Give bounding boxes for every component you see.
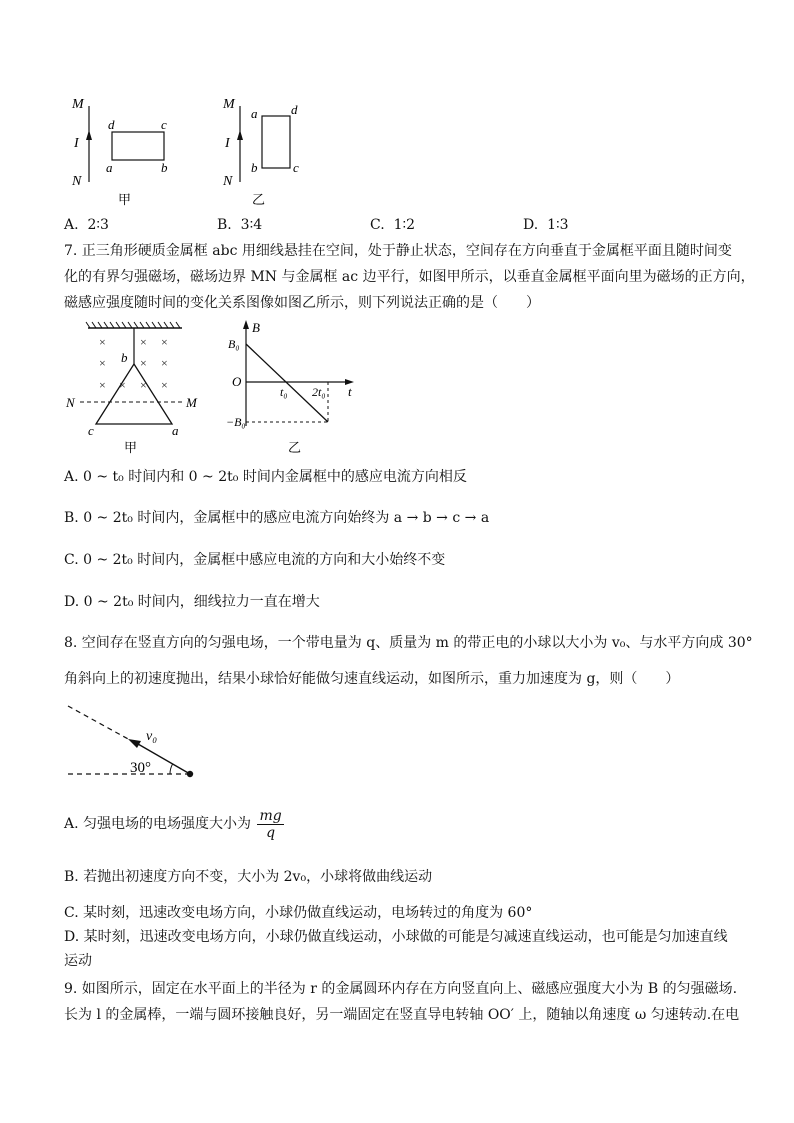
cross: × [140,335,147,349]
q6-option-d[interactable]: D. 1∶3 [523,217,569,233]
q6-option-c[interactable]: C. 1∶2 [370,217,416,233]
q6-option-a[interactable]: A. 2∶3 [64,217,109,233]
label-c: c [293,160,299,175]
q8-figure [64,700,214,786]
cross: × [119,378,126,392]
fraction-numerator: mg [259,807,282,824]
q7-stem-line-3: 磁感应强度随时间的变化关系图像如图乙所示，则下列说法正确的是（ ） [64,295,540,311]
q7-stem-line-1: 7. 正三角形硬质金属框 abc 用细线悬挂在空间，处于静止状态，空间存在方向垂直于金属框平面且随时间变 [64,243,732,259]
caption-yi: 乙 [252,192,266,207]
q7-option-c[interactable]: C. 0 ~ 2t₀ 时间内，金属框中感应电流的方向和大小始终不变 [64,552,446,568]
cross: × [140,378,147,392]
cross: × [161,378,168,392]
fraction-mg-over-q [257,808,283,841]
label-N: N [223,174,233,189]
label-b: b [121,350,128,365]
label-B: B [252,320,260,335]
label-b: b [161,160,168,175]
label-t0: t₀ [280,385,288,399]
label-M: M [223,97,235,112]
label-d: d [108,117,115,132]
label-t: t [348,384,352,399]
label-M: M [186,395,197,410]
q9-stem-line-2: 长为 l 的金属棒，一端与圆环接触良好，另一端固定在竖直导电转轴 OO′ 上，随轴以角速度 ω 匀速转动.在电 [64,1007,740,1023]
label-N: N [72,174,82,189]
label-I: I [225,136,230,151]
caption-jia: 甲 [118,192,132,207]
q7-figure-left [62,320,212,460]
label-v0: v₀ [146,729,158,744]
caption-yi: 乙 [288,440,302,455]
q8-option-a[interactable] [64,806,284,842]
label-d: d [291,102,298,117]
q8-option-b[interactable]: B. 若抛出初速度方向不变，大小为 2v₀，小球将做曲线运动 [64,869,433,885]
q8-option-d[interactable]: D. 某时刻，迅速改变电场方向，小球仍做直线运动，小球做的可能是匀减速直线运动，也可能是匀加速直线 [64,929,728,945]
label-c: c [88,423,94,438]
cross: × [161,335,168,349]
cross: × [99,356,106,370]
label-I: I [74,136,79,151]
q7-stem-line-2: 化的有界匀强磁场，磁场边界 MN 与金属框 ac 边平行，如图甲所示，以垂直金属框平面向里为磁场的正方向， [64,269,755,285]
q7-figure-right [228,318,368,460]
cross: × [99,378,106,392]
label-B0: B₀ [228,337,240,351]
q8-option-a-text: A. 匀强电场的电场强度大小为 [64,816,252,832]
q8-stem-line-1: 8. 空间存在竖直方向的匀强电场，一个带电量为 q、质量为 m 的带正电的小球以大小为 v₀、与水平方向成 30° [64,635,753,651]
q7-option-a[interactable]: A. 0 ~ t₀ 时间内和 0 ~ 2t₀ 时间内金属框中的感应电流方向相反 [64,469,467,485]
label-2t0: 2t₀ [312,385,326,399]
cross: × [161,356,168,370]
q6-option-b[interactable]: B. 3∶4 [217,217,263,233]
label-N: N [66,395,75,410]
fraction-denominator: q [266,824,276,841]
q7-option-d[interactable]: D. 0 ~ 2t₀ 时间内，细线拉力一直在增大 [64,594,320,610]
label-O: O [232,374,242,389]
cross: × [99,335,106,349]
q9-stem-line-1: 9. 如图所示，固定在水平面上的半径为 r 的金属圆环内存在方向竖直向上、磁感应强度大小为 B 的匀强磁场. [64,981,738,997]
q6-figure-left [60,92,190,214]
label-neg-B0: −B₀ [226,415,246,429]
label-a: a [106,160,113,175]
q8-option-c[interactable]: C. 某时刻，迅速改变电场方向，小球仍做直线运动，电场转过的角度为 60° [64,905,533,921]
q8-stem-line-2: 角斜向上的初速度抛出，结果小球恰好能做匀速直线运动，如图所示，重力加速度为 g，则（ ） [64,671,680,687]
label-M: M [72,97,84,112]
cross: × [140,356,147,370]
label-a: a [172,423,179,438]
q7-option-b[interactable]: B. 0 ~ 2t₀ 时间内，金属框中的感应电流方向始终为 a → b → c → a [64,510,490,526]
q6-figure-right [218,92,318,214]
label-c: c [161,117,167,132]
q8-option-d-continued: 运动 [64,953,92,969]
label-b: b [251,160,258,175]
caption-jia: 甲 [124,440,138,455]
label-a: a [251,106,258,121]
label-angle: 30° [130,760,151,776]
